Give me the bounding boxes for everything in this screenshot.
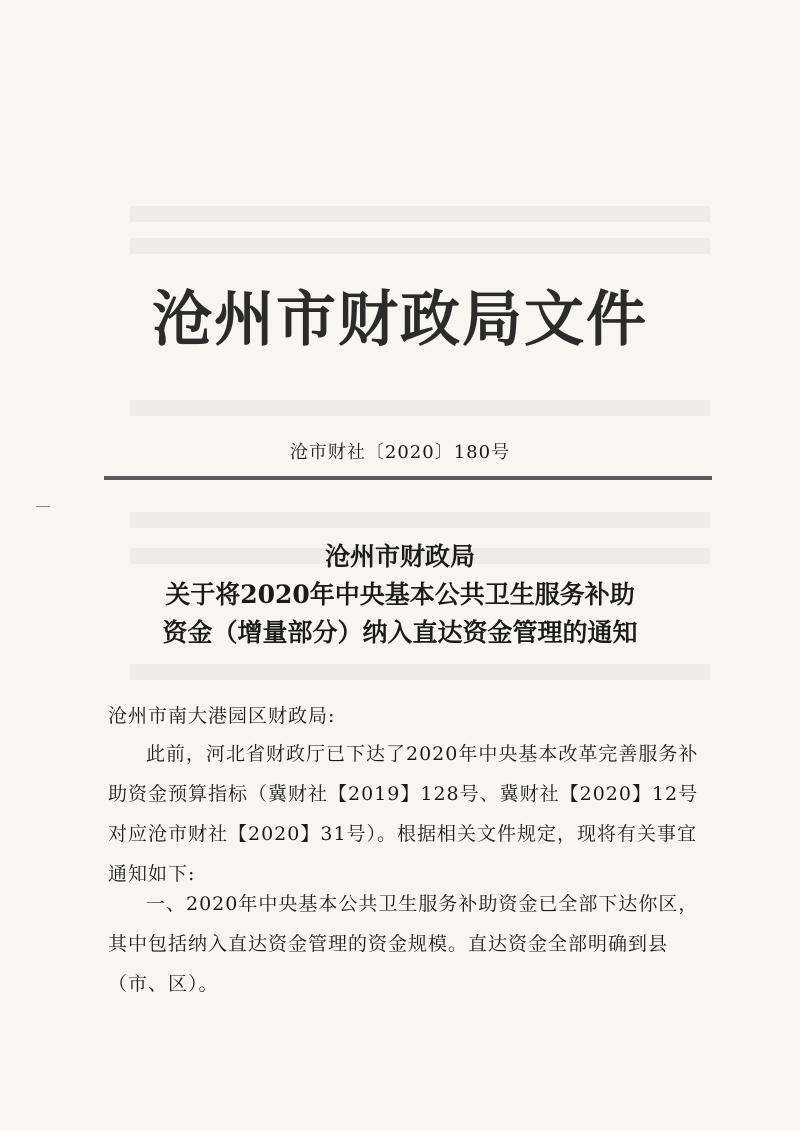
bleed-through-line bbox=[130, 664, 710, 680]
margin-mark bbox=[36, 506, 50, 507]
notice-title-line2: 关于将2020年中央基本公共卫生服务补助 bbox=[165, 580, 635, 609]
document-number: 沧市财社〔2020〕180号 bbox=[289, 442, 511, 463]
bleed-through-line bbox=[130, 206, 710, 222]
salutation: 沧州市南大港园区财政局: bbox=[108, 705, 336, 727]
bleed-through-line bbox=[130, 400, 710, 416]
body-paragraph-1: 此前，河北省财政厅已下达了2020年中央基本改革完善服务补助资金预算指标（冀财社【2019】128号、冀财社【2020】12号对应沧市财社【2020】31号）。根据相关文件规定，现将有关事宜通知如下: bbox=[108, 743, 699, 885]
notice-title bbox=[0, 538, 800, 652]
header-divider bbox=[104, 476, 712, 480]
notice-title-line1: 沧州市财政局 bbox=[324, 542, 475, 571]
bleed-through-line bbox=[130, 512, 710, 528]
bleed-through-line bbox=[130, 238, 710, 254]
notice-title-line3: 资金（增量部分）纳入直达资金管理的通知 bbox=[162, 618, 638, 647]
body-paragraph-2: 一、2020年中央基本公共卫生服务补助资金已全部下达你区，其中包括纳入直达资金管理的资金规模。直达资金全部明确到县（市、区）。 bbox=[108, 893, 699, 995]
document-header-title: 沧州市财政局文件 bbox=[152, 285, 648, 355]
